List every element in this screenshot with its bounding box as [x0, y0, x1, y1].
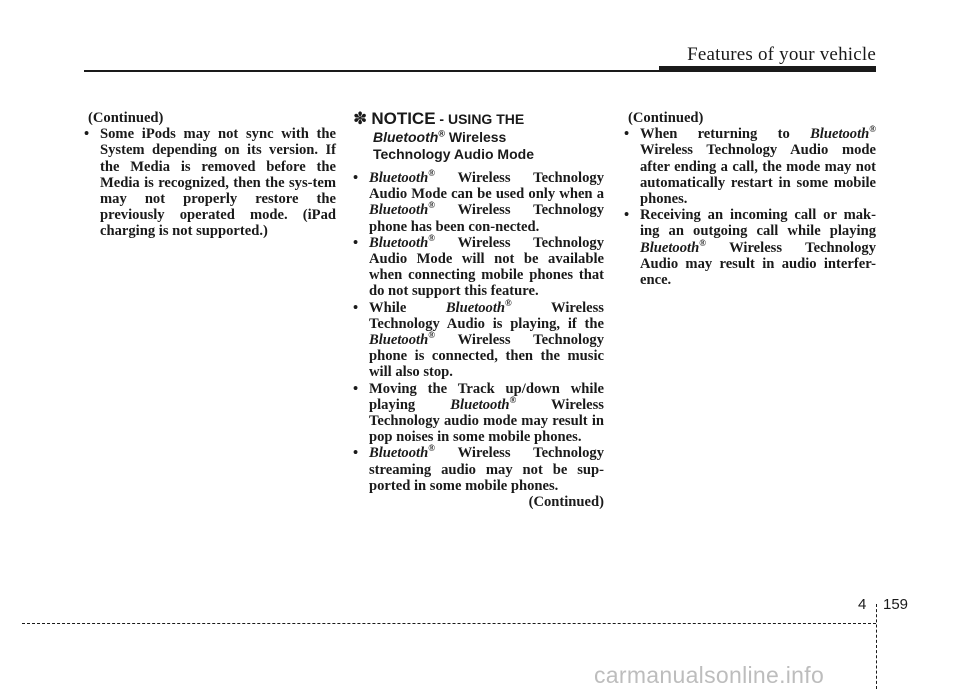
bullet-list: [624, 126, 876, 288]
notice-bluetooth: Bluetooth: [373, 129, 439, 145]
bullet-icon: •: [353, 170, 359, 186]
section-number: 4: [858, 596, 867, 613]
bullet-icon: •: [353, 445, 359, 462]
column-2: [353, 110, 604, 510]
item-text: Wireless Technology phone has been con-nected.: [369, 202, 604, 235]
list-item: [353, 297, 604, 381]
registered-icon: ®: [428, 168, 435, 179]
registered-icon: ®: [699, 237, 706, 248]
item-text: Wireless Technology streaming audio may not be sup-ported in some mobile phones.: [369, 445, 604, 494]
item-text: Wireless Technology phone is connected, then the music will also stop.: [369, 332, 604, 381]
item-text: Wireless Technology Audio Mode will not be available when connecting mobile phones that do not support this feature.: [369, 234, 604, 300]
bluetooth-term: Bluetooth: [450, 396, 510, 413]
bluetooth-term: Bluetooth: [369, 445, 429, 462]
bluetooth-term: Bluetooth: [369, 332, 429, 349]
header-title: Features of your vehicle: [687, 44, 876, 65]
bluetooth-term: Bluetooth: [369, 170, 429, 186]
header-rule-thick: [659, 66, 876, 72]
notice-word: NOTICE: [371, 109, 436, 128]
list-item: [353, 381, 604, 446]
bluetooth-term: Bluetooth: [640, 239, 700, 256]
registered-icon: ®: [428, 330, 435, 341]
registered-icon: ®: [509, 394, 517, 405]
column-3: [624, 110, 876, 288]
list-item: [624, 207, 876, 288]
footer-rule: [22, 623, 876, 624]
item-text: When returning to: [640, 126, 811, 143]
registered-icon: ®: [428, 232, 435, 243]
registered-icon: ®: [505, 297, 512, 308]
registered-icon: ®: [428, 443, 435, 454]
continued-label: (Continued): [628, 110, 704, 126]
registered-icon: ®: [438, 128, 445, 139]
list-item: [353, 170, 604, 235]
notice-subtitle-b: Wireless: [444, 129, 507, 145]
notice-subtitle-c: Technology Audio Mode: [373, 146, 534, 162]
bluetooth-term: Bluetooth: [445, 299, 506, 316]
bullet-icon: •: [624, 207, 630, 224]
item-text: Wireless Technology Audio may result in audio interfer-ence.: [640, 239, 876, 289]
bullet-icon: •: [353, 234, 359, 251]
item-text: Wireless Technology audio mode may result in pop noises in some mobile phones.: [369, 396, 604, 446]
bullet-list: [84, 126, 336, 239]
item-text: Some iPods may not sync with the System depending on its version. If the Media is removed before the Media is recognized, then the sys-tem may not properly restore the previously operated mode. (iPad charging is not supported.): [100, 126, 336, 240]
notice-heading: [353, 110, 604, 163]
list-item: [353, 232, 604, 300]
bullet-list: [353, 170, 604, 494]
notice-star-icon: ✽: [353, 109, 368, 128]
item-text: Receiving an incoming call or mak-ing an outgoing call while playing: [640, 207, 876, 240]
continued-label: (Continued): [88, 110, 164, 126]
bullet-icon: •: [624, 126, 630, 143]
notice-line-2: [353, 129, 604, 146]
registered-icon: ®: [869, 124, 876, 135]
list-item: [84, 126, 336, 239]
item-text: While: [369, 299, 446, 316]
list-item: [624, 126, 876, 207]
bullet-icon: •: [353, 380, 359, 397]
bullet-icon: •: [353, 299, 359, 316]
continued-tail: (Continued): [528, 494, 604, 511]
list-item: [353, 445, 604, 494]
registered-icon: ®: [428, 200, 435, 211]
item-text: Wireless Technology Audio Mode can be used only when a: [369, 170, 604, 203]
item-text: Wireless Technology Audio is playing, if the: [369, 299, 604, 332]
bluetooth-term: Bluetooth: [810, 126, 870, 143]
footer-vertical-rule: [876, 604, 877, 689]
header-rule: [84, 70, 659, 72]
bullet-icon: •: [84, 126, 90, 143]
item-text: Moving the Track up/down while playing: [369, 380, 604, 413]
page-number: 159: [883, 596, 909, 613]
watermark-text: carmanualsonline.info: [594, 662, 825, 688]
notice-subtitle-a: - USING THE: [435, 111, 525, 127]
bluetooth-term: Bluetooth: [369, 234, 429, 251]
column-1: [84, 110, 336, 240]
bluetooth-term: Bluetooth: [369, 202, 429, 219]
item-text: Wireless Technology Audio mode after ending a call, the mode may not automatically restart in some mobile phones.: [640, 142, 876, 208]
